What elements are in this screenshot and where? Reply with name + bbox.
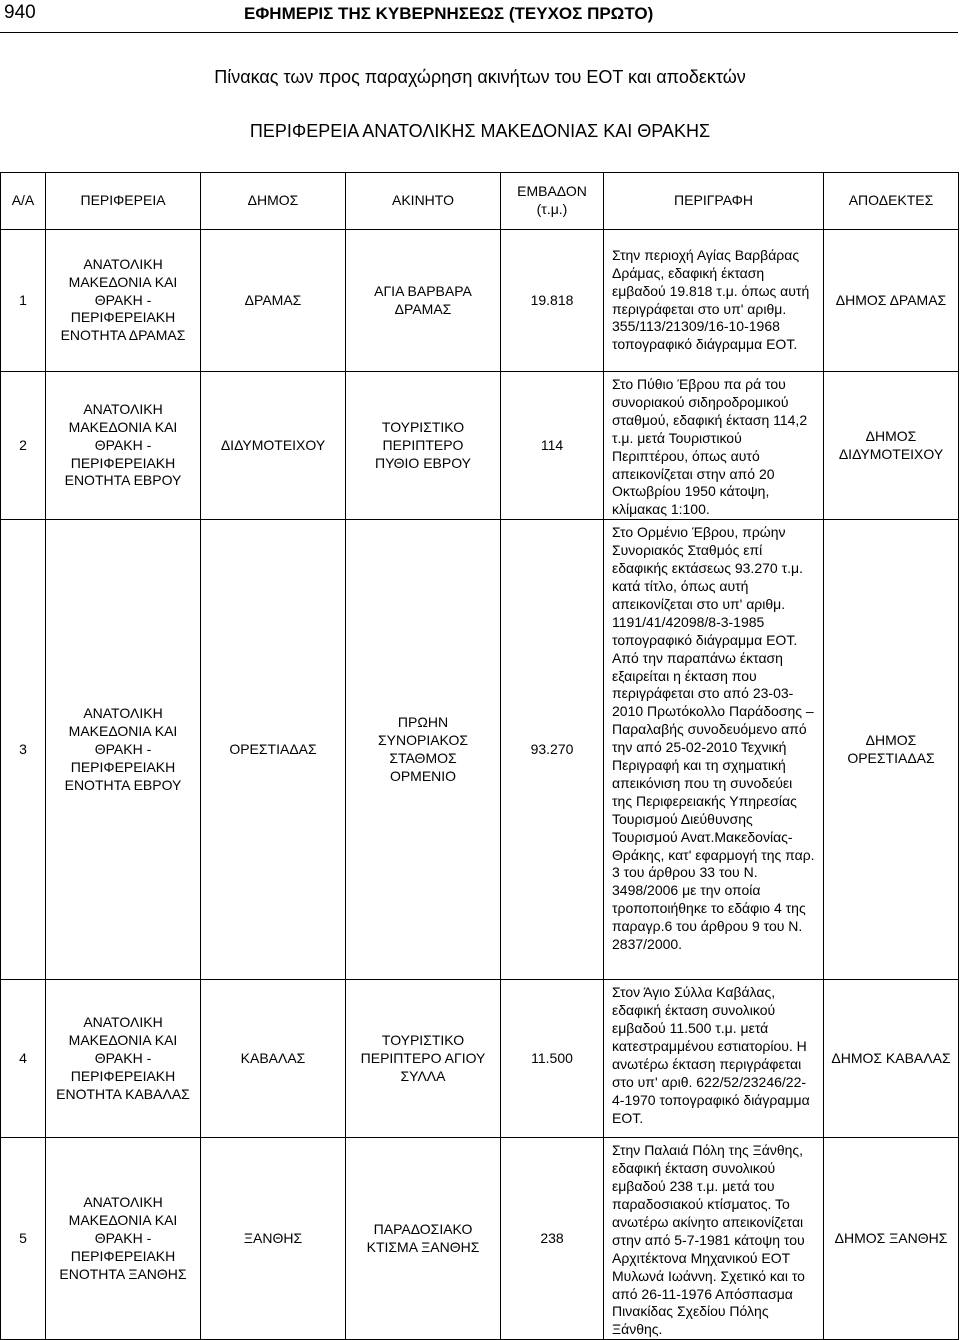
description-line: κλίμακας 1:100. (612, 501, 710, 518)
table-row (1, 520, 959, 980)
description-line: ανωτέρω ακίνητο απεικονίζεται (612, 1213, 804, 1230)
description-line: κατά τίτλο, όπως αυτή (612, 577, 749, 594)
description-line: Πινακίδας Σχεδίου Πόλης (612, 1303, 769, 1320)
cell-region (46, 520, 201, 980)
cell-area: 114 (501, 372, 604, 520)
description-line: 1191/41/42098/8-3-1985 (612, 613, 765, 630)
description-line: Ξάνθης. (612, 1321, 663, 1338)
description-line: ανωτέρω έκταση περιγράφεται (612, 1055, 802, 1072)
municipality-line: ΚΑΒΑΛΑΣ (240, 1049, 306, 1066)
description-line: 4-1970 τοπογραφικό διάγραμμα (612, 1091, 810, 1108)
property-line: ΠΕΡΙΠΤΕΡΟ (382, 436, 464, 453)
region-line: ΕΝΟΤΗΤΑ ΞΑΝΘΗΣ (59, 1265, 187, 1282)
header-aa: Α/Α (1, 173, 46, 230)
description-line: Συνοριακός Σταθμός επί (612, 542, 763, 559)
description-line: Περιπτέρου, όπως αυτό (612, 447, 760, 464)
cell-area: 93.270 (501, 520, 604, 980)
description-line: Στο Πύθιο Έβρου πα ρά του (612, 376, 786, 392)
description-line: εδαφική έκταση συνολικού (612, 1002, 776, 1019)
description-line: εδαφικής εκτάσεως 93.270 τ.μ. (612, 560, 803, 577)
description-line: την από 25-02-2010 Τεχνική (612, 739, 787, 756)
description-line: τροποποιήθηκε το εδάφιο 4 της (612, 900, 806, 917)
description-line: παραδοσιακού κτίσματος. Το (612, 1195, 790, 1212)
cell-aa: 4 (1, 980, 46, 1138)
cell-description (604, 980, 824, 1138)
property-line: ΔΡΑΜΑΣ (394, 300, 452, 317)
cell-property (346, 520, 501, 980)
recipient-line: ΟΡΕΣΤΙΑΔΑΣ (847, 749, 935, 766)
cell-area: 19.818 (501, 230, 604, 372)
region-line: ΜΑΚΕΔΟΝΙΑ ΚΑΙ (68, 273, 178, 290)
cell-region (46, 230, 201, 372)
description-line: Στο Ορμένιο Έβρου, πρώην (612, 524, 786, 541)
region-line: ΘΡΑΚΗ - (94, 291, 152, 308)
description-line: 2010 Πρωτόκολλο Παράδοσης – (612, 703, 814, 720)
header-property: ΑΚΙΝΗΤΟ (346, 173, 501, 230)
region-line: ΠΕΡΙΦΕΡΕΙΑΚΗ (70, 309, 176, 326)
description-line: Οκτωβρίου 1950 κάτοψη, (612, 483, 770, 500)
cell-property (346, 230, 501, 372)
description-line: απεικονίζεται στην από 20 (612, 465, 775, 482)
region-line: ΑΝΑΤΟΛΙΚΗ (83, 255, 163, 272)
region-line: ΠΕΡΙΦΕΡΕΙΑΚΗ (70, 1247, 176, 1264)
table-row (1, 1138, 959, 1340)
region-line: ΑΝΑΤΟΛΙΚΗ (83, 1013, 163, 1030)
description-line: Στην Παλαιά Πόλη της Ξάνθης, (612, 1142, 804, 1159)
municipality-line: ΞΑΝΘΗΣ (243, 1229, 303, 1246)
table-row (1, 230, 959, 372)
cell-property (346, 980, 501, 1138)
description-line: Από την παραπάνω έκταση (612, 649, 783, 666)
document-title: Πίνακας των προς παραχώρηση ακινήτων του ΕΟΤ και αποδεκτών (214, 67, 746, 87)
cell-aa: 2 (1, 372, 46, 520)
region-line: ΑΝΑΤΟΛΙΚΗ (83, 704, 163, 721)
cell-municipality (201, 520, 346, 980)
region-line: ΜΑΚΕΔΟΝΙΑ ΚΑΙ (68, 418, 178, 435)
description-line: της Περιφερειακής Υπηρεσίας (612, 792, 797, 809)
property-line: ΠΑΡΑΔΟΣΙΑΚΟ (373, 1220, 473, 1237)
region-line: ΘΡΑΚΗ - (94, 1049, 152, 1066)
header-area (501, 173, 604, 230)
description-line: εδαφική έκταση συνολικού (612, 1160, 776, 1177)
description-line: εμβαδού 11.500 τ.μ. μετά (612, 1020, 769, 1037)
property-line: ΠΡΩΗΝ (397, 713, 449, 730)
cell-municipality (201, 230, 346, 372)
table-body (1, 230, 959, 1340)
cell-recipient (824, 230, 959, 372)
cell-description (604, 520, 824, 980)
table-header-row (1, 173, 959, 230)
description-line: απεικονίζεται στο υπ' αριθμ. (612, 595, 786, 612)
gazette-title: ΕΦΗΜΕΡΙΣ ΤΗΣ ΚΥΒΕΡΝΗΣΕΩΣ (ΤΕΥΧΟΣ ΠΡΩΤΟ) (244, 4, 654, 23)
cell-recipient (824, 520, 959, 980)
property-line: ΣΥΝΟΡΙΑΚΟΣ (377, 731, 468, 748)
description-line: παραγρ.6 του άρθρου 9 του Ν. (612, 918, 803, 935)
description-line: τ.μ. μετά Τουριστικού (612, 429, 742, 446)
region-line: ΘΡΑΚΗ - (94, 740, 152, 757)
property-line: ΟΡΜΕΝΙΟ (389, 767, 457, 784)
region-line: ΑΝΑΤΟΛΙΚΗ (83, 1193, 163, 1210)
cell-area: 238 (501, 1138, 604, 1340)
description-line: 2837/2000. (612, 936, 683, 953)
municipality-line: ΔΡΑΜΑΣ (244, 291, 302, 308)
region-line: ΘΡΑΚΗ - (94, 436, 152, 453)
description-line: συνοριακού σιδηροδρομικού (612, 393, 789, 410)
cell-aa: 5 (1, 1138, 46, 1340)
table-row (1, 372, 959, 520)
description-line: Δράμας, εδαφική έκταση (612, 264, 765, 281)
description-line: Στην περιοχή Αγίας Βαρβάρας (612, 246, 800, 263)
description-line: 355/113/21309/16-10-1968 (612, 318, 780, 335)
property-line: ΑΓΙΑ ΒΑΡΒΑΡΑ (374, 282, 472, 299)
region-line: ΠΕΡΙΦΕΡΕΙΑΚΗ (70, 1067, 176, 1084)
recipient-line: ΔΗΜΟΣ (865, 731, 917, 748)
cell-recipient (824, 980, 959, 1138)
cell-property (346, 372, 501, 520)
description-line: τοπογραφικό διάγραμμα ΕΟΤ. (612, 336, 798, 353)
description-line: εξαιρείται η έκταση που (612, 667, 757, 684)
region-title: ΠΕΡΙΦΕΡΕΙΑ ΑΝΑΤΟΛΙΚΗΣ ΜΑΚΕΔΟΝΙΑΣ ΚΑΙ ΘΡΑΚΗΣ (249, 121, 711, 141)
header-area-line1: ΕΜΒΑΔΟΝ (517, 183, 587, 200)
recipient-line: ΔΗΜΟΣ ΔΡΑΜΑΣ (835, 291, 947, 308)
cell-municipality (201, 980, 346, 1138)
property-line: ΤΟΥΡΙΣΤΙΚΟ (381, 418, 465, 435)
properties-table (0, 172, 959, 1340)
description-line: περιγράφεται στο υπ' αριθμ. (612, 300, 787, 317)
header-municipality: ΔΗΜΟΣ (201, 173, 346, 230)
region-line: ΘΡΑΚΗ - (94, 1229, 152, 1246)
region-line: ΕΝΟΤΗΤΑ ΕΒΡΟΥ (64, 776, 182, 793)
cell-municipality (201, 372, 346, 520)
region-line: ΜΑΚΕΔΟΝΙΑ ΚΑΙ (68, 722, 178, 739)
description-line: 3498/2006 με την οποία (612, 882, 761, 899)
description-line: Θράκης, κατ' εφαρμογή της παρ. (612, 846, 815, 863)
property-line: ΠΥΘΙΟ ΕΒΡΟΥ (374, 454, 471, 471)
description-line: ΕΟΤ. (612, 1109, 644, 1126)
region-line: ΑΝΑΤΟΛΙΚΗ (83, 400, 163, 417)
property-line: ΠΕΡΙΠΤΕΡΟ ΑΓΙΟΥ (360, 1049, 486, 1066)
description-line: Παραλαβής συνοδευόμενο από (612, 721, 807, 738)
header-description: ΠΕΡΙΓΡΑΦΗ (604, 173, 824, 230)
region-line: ΜΑΚΕΔΟΝΙΑ ΚΑΙ (68, 1031, 178, 1048)
header-recipients: ΑΠΟΔΕΚΤΕΣ (824, 173, 959, 230)
header-divider (0, 32, 958, 33)
page-header (0, 0, 960, 30)
description-line: Τουρισμού Διεύθυνσης (612, 810, 753, 827)
property-line: ΚΤΙΣΜΑ ΞΑΝΘΗΣ (366, 1238, 480, 1255)
cell-recipient (824, 1138, 959, 1340)
region-line: ΕΝΟΤΗΤΑ ΔΡΑΜΑΣ (60, 327, 186, 344)
region-line: ΠΕΡΙΦΕΡΕΙΑΚΗ (70, 454, 176, 471)
region-line: ΕΝΟΤΗΤΑ ΕΒΡΟΥ (64, 472, 182, 489)
cell-municipality (201, 1138, 346, 1340)
cell-description (604, 1138, 824, 1340)
description-line: από 26-11-1976 Απόσπασμα (612, 1285, 793, 1302)
region-line: ΠΕΡΙΦΕΡΕΙΑΚΗ (70, 758, 176, 775)
cell-aa: 1 (1, 230, 46, 372)
description-line: τοπογραφικό διάγραμμα ΕΟΤ. (612, 631, 798, 648)
description-line: Τουρισμού Ανατ.Μακεδονίας- (612, 828, 793, 845)
recipient-line: ΔΗΜΟΣ ΞΑΝΘΗΣ (834, 1229, 948, 1246)
cell-property (346, 1138, 501, 1340)
description-line: Στον Άγιο Σύλλα Καβάλας, (612, 984, 776, 1001)
recipient-line: ΔΗΜΟΣ (865, 427, 917, 444)
property-line: ΣΤΑΘΜΟΣ (389, 749, 457, 766)
table-row (1, 980, 959, 1138)
description-line: εμβαδού 238 τ.μ. μετά του (612, 1178, 775, 1195)
recipient-line: ΔΙΔΥΜΟΤΕΙΧΟΥ (838, 445, 944, 462)
description-line: 3 του άρθρου 33 του Ν. (612, 864, 758, 881)
cell-recipient (824, 372, 959, 520)
cell-description (604, 372, 824, 520)
header-region: ΠΕΡΙΦΕΡΕΙΑ (46, 173, 201, 230)
description-line: σταθμού, εδαφική έκταση 114,2 (612, 411, 808, 428)
recipient-line: ΔΗΜΟΣ ΚΑΒΑΛΑΣ (831, 1049, 951, 1066)
region-line: ΕΝΟΤΗΤΑ ΚΑΒΑΛΑΣ (56, 1085, 190, 1102)
municipality-line: ΔΙΔΥΜΟΤΕΙΧΟΥ (220, 436, 326, 453)
cell-aa: 3 (1, 520, 46, 980)
description-line: Περιγραφή και τη σχηματική (612, 757, 786, 774)
description-line: περιγράφεται στο από 23-03- (612, 685, 794, 702)
description-line: στην από 5-7-1981 κάτοψη του (612, 1231, 805, 1248)
property-line: ΣΥΛΛΑ (400, 1067, 446, 1084)
cell-region (46, 372, 201, 520)
description-line: απεικόνιση που τη συνοδεύει (612, 774, 793, 791)
header-area-line2: (τ.μ.) (536, 201, 568, 217)
description-line: εμβαδού 19.818 τ.μ. όπως αυτή (612, 282, 810, 299)
municipality-line: ΟΡΕΣΤΙΑΔΑΣ (229, 740, 317, 757)
cell-region (46, 1138, 201, 1340)
description-line: στο υπ' αριθ. 622/52/23246/22- (612, 1073, 807, 1090)
region-line: ΜΑΚΕΔΟΝΙΑ ΚΑΙ (68, 1211, 178, 1228)
property-line: ΤΟΥΡΙΣΤΙΚΟ (381, 1031, 465, 1048)
cell-description (604, 230, 824, 372)
page-number: 940 (4, 2, 36, 23)
description-line: κατεστραμμένου εστιατορίου. Η (612, 1037, 807, 1054)
cell-area: 11.500 (501, 980, 604, 1138)
description-line: Αρχιτέκτονα Μηχανικού ΕΟΤ (612, 1249, 791, 1266)
cell-region (46, 980, 201, 1138)
description-line: Μυλωνά Ιωάννη. Σχετικό και το (612, 1267, 805, 1284)
